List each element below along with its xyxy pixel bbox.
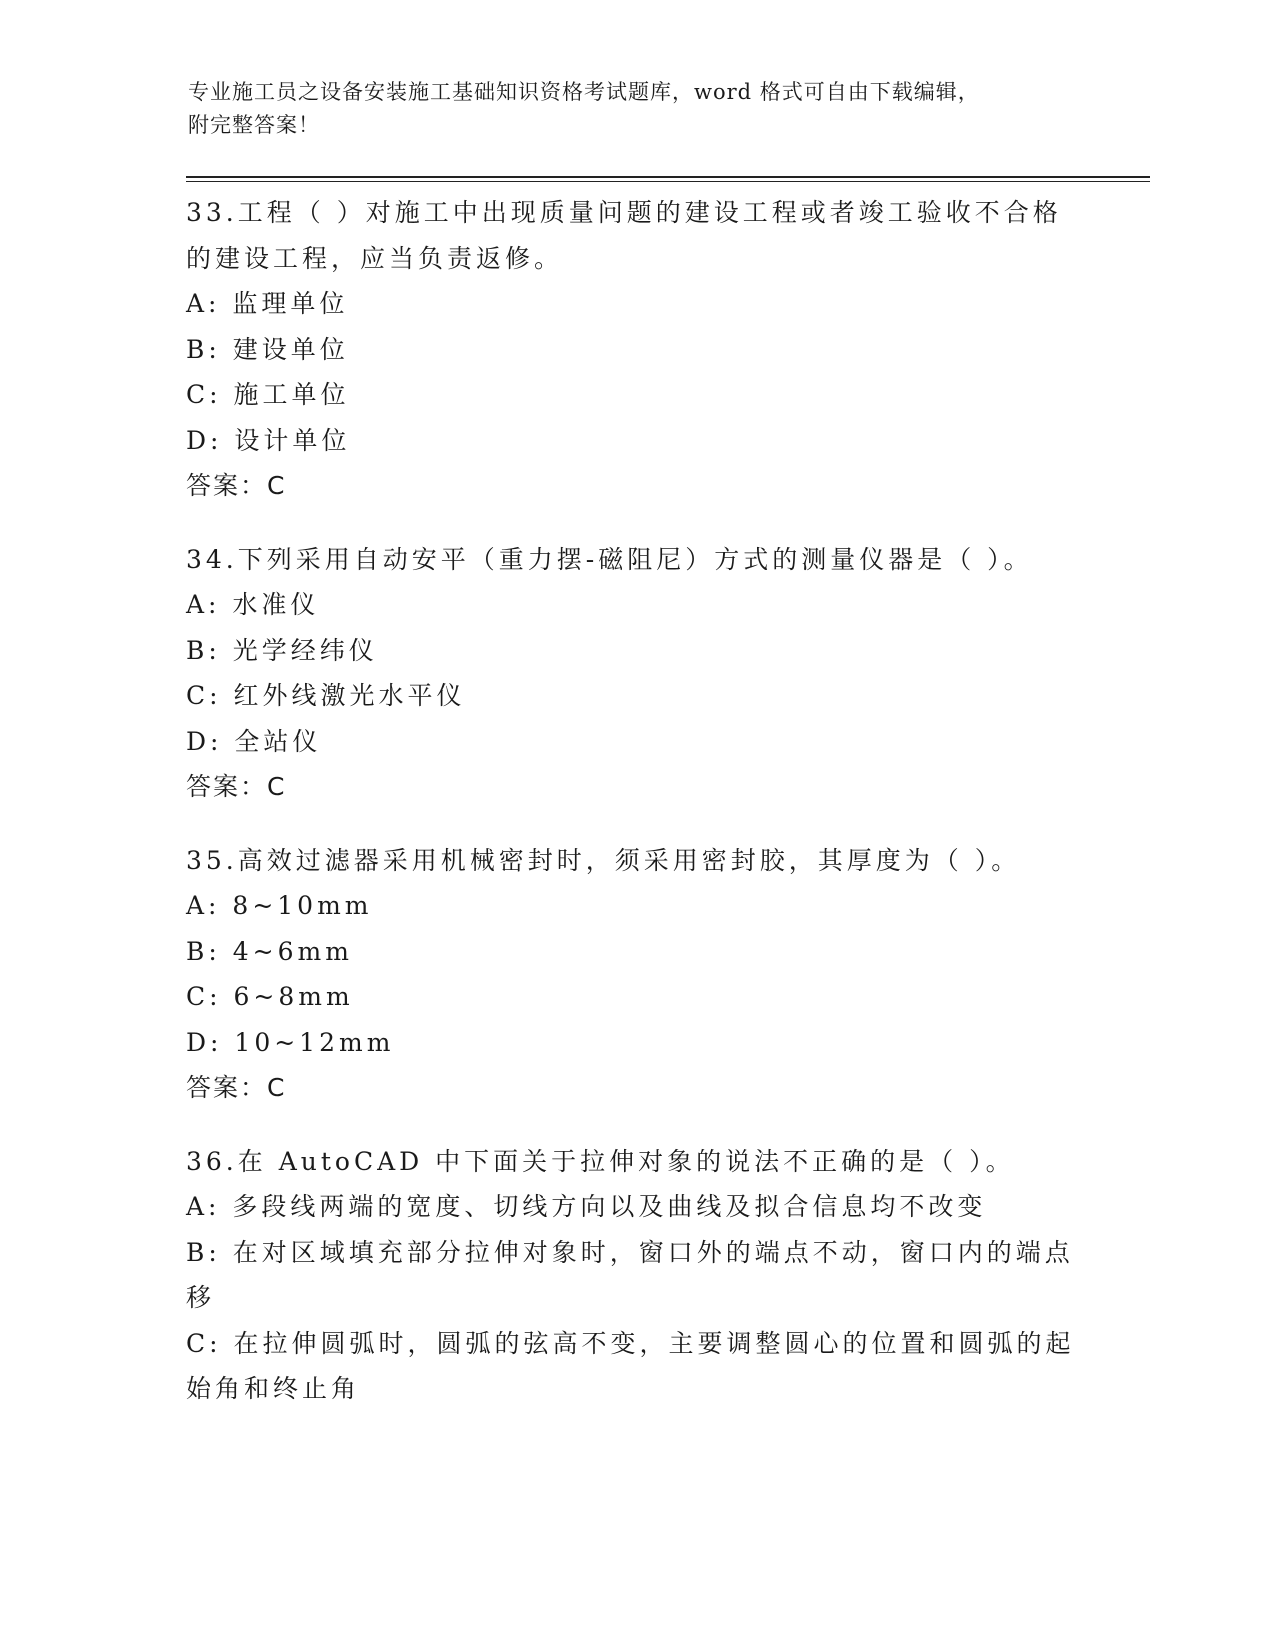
option-b: B: 建设单位: [186, 334, 349, 364]
question-36: [186, 1139, 1086, 1412]
option-b: B: 在对区域填充部分拉伸对象时，窗口外的端点不动，窗口内的端点: [186, 1237, 1074, 1267]
document-header: [188, 76, 1068, 142]
option-c: C: 在拉伸圆弧时，圆弧的弦高不变，主要调整圆心的位置和圆弧的起: [186, 1328, 1075, 1358]
option-c: C: 红外线激光水平仪: [186, 681, 466, 710]
question-stem: 33.工程（ ）对施工中出现质量问题的建设工程或者竣工验收不合格: [186, 198, 1062, 227]
option-c: C: 施工单位: [186, 380, 350, 409]
option-a: A: 8~10mm: [186, 891, 373, 920]
option-b: B: 光学经纬仪: [186, 635, 378, 665]
question-stem: 34.下列采用自动安平（重力摆-磁阻尼）方式的测量仪器是（ ）。: [186, 544, 1033, 574]
answer: 答案：C: [186, 1073, 287, 1102]
question-33: [186, 190, 1086, 509]
option-d: D: 全站仪: [186, 726, 322, 756]
option-c-continued: 始角和终止角: [186, 1374, 361, 1403]
option-c: C: 6~8mm: [186, 982, 354, 1011]
divider-thin: [186, 181, 1150, 182]
option-b-continued: 移: [186, 1283, 216, 1312]
question-list: [186, 190, 1086, 1440]
question-35: [186, 838, 1086, 1111]
answer: 答案：C: [186, 772, 287, 801]
option-a: A: 监理单位: [186, 289, 349, 318]
option-a: A: 水准仪: [186, 590, 320, 619]
answer: 答案：C: [186, 471, 287, 500]
header-line-2: 附完整答案！: [188, 113, 320, 137]
option-b: B: 4~6mm: [186, 936, 353, 966]
header-line-1: 专业施工员之设备安装施工基础知识资格考试题库，word 格式可自由下载编辑，: [188, 80, 980, 104]
option-d: D: 设计单位: [186, 425, 351, 455]
question-stem: 36.在 AutoCAD 中下面关于拉伸对象的说法不正确的是（ ）。: [186, 1146, 1015, 1176]
header-divider: [186, 176, 1150, 182]
option-d: D: 10~12mm: [186, 1027, 395, 1057]
divider-thick: [186, 176, 1150, 178]
question-34: [186, 537, 1086, 810]
question-stem: 35.高效过滤器采用机械密封时，须采用密封胶，其厚度为（ ）。: [186, 845, 1021, 875]
question-stem: 的建设工程，应当负责返修。: [186, 243, 564, 273]
option-a: A: 多段线两端的宽度、切线方向以及曲线及拟合信息均不改变: [186, 1192, 987, 1221]
